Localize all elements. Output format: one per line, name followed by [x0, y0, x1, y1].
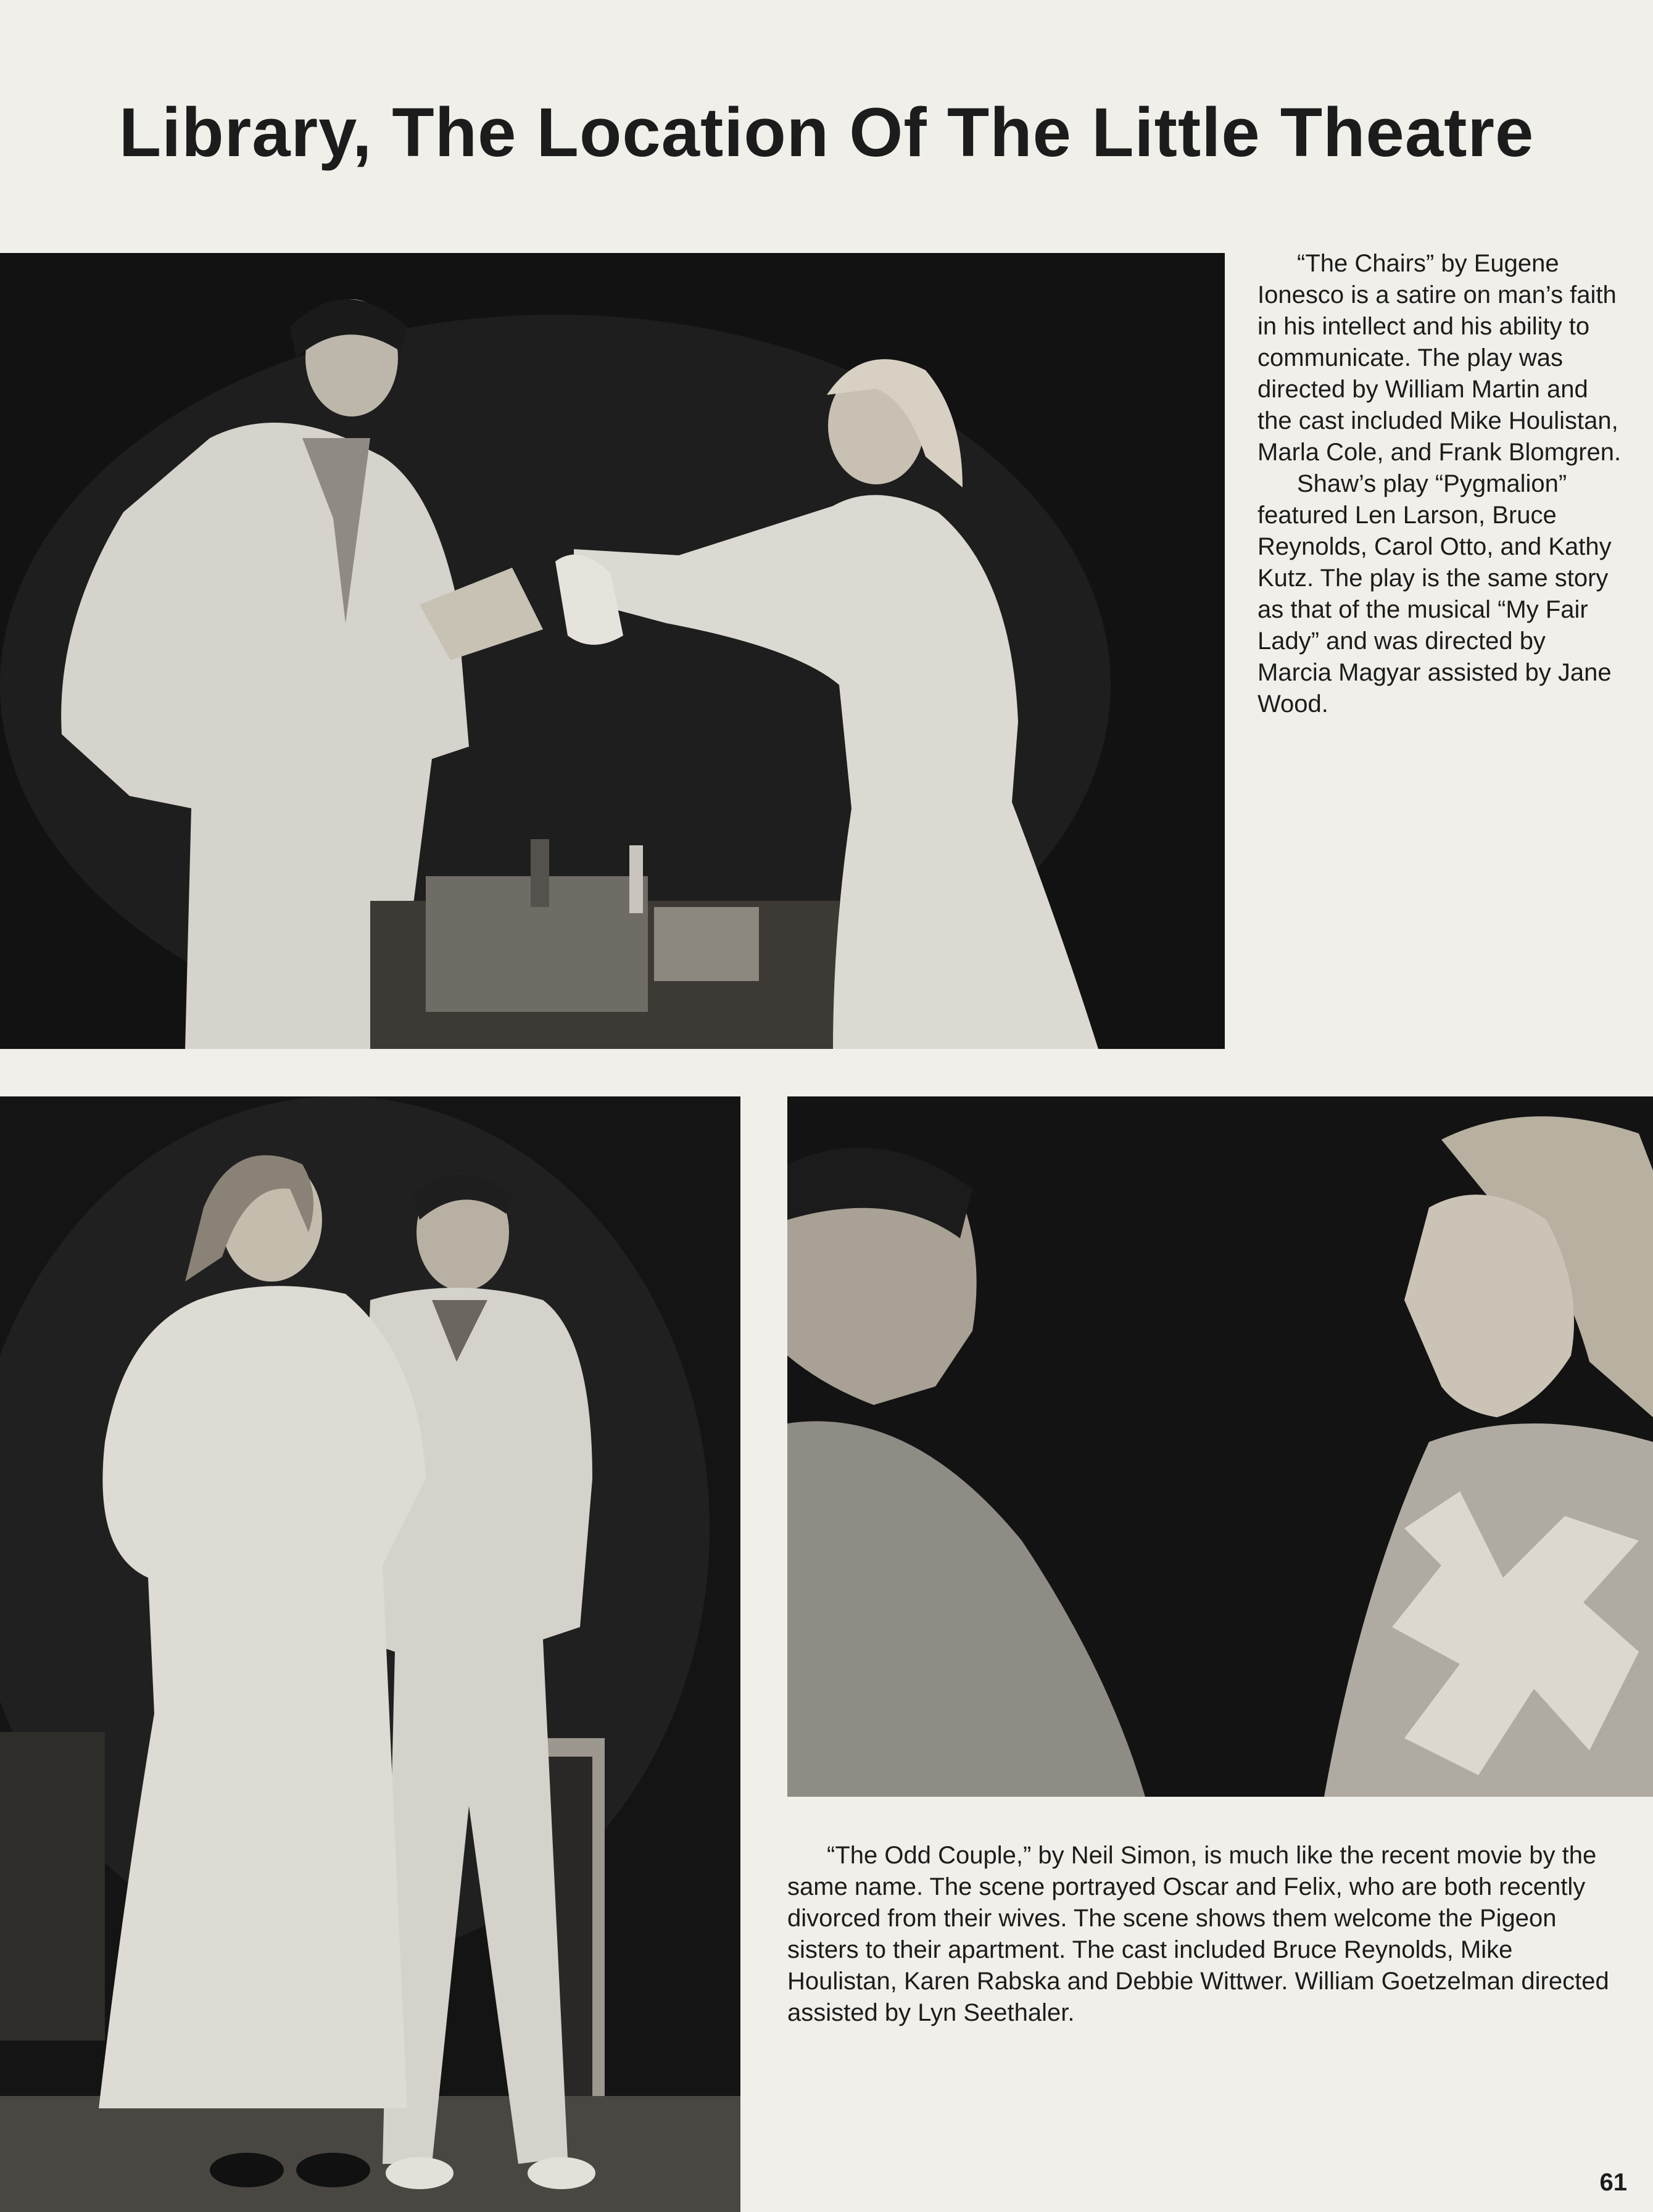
caption-odd-couple-text: “The Odd Couple,” by Neil Simon, is much like the recent movie by the same name. The scene portrayed Oscar and Felix, who are both recently divorced from their wives. The scene shows them welcome the Pigeon sisters to their apartment. The cast included Bruce Reynolds, Mike Houlistan, Karen Rabska and Debbie Wittwer. William Goetzelman directed assisted by Lyn Seethaler.	[787, 1842, 1609, 2026]
photo-stage-scene-top	[0, 253, 1225, 1049]
caption-pygmalion: Shaw’s play “Pygmalion” featured Len Larson, Bruce Reynolds, Carol Otto, and Kathy Kutz. The play is the same story as that of the musical “My Fair Lady” and was directed by Marcia Magyar assisted by Jane Wood.	[1257, 470, 1612, 718]
caption-chairs-pygmalion	[1257, 248, 1622, 720]
photo-stage-scene-bottom-right	[787, 1096, 1653, 1797]
caption-chairs: “The Chairs” by Eugene Ionesco is a satire on man’s faith in his intellect and his ability to communicate. The play was directed by William Martin and the cast included Mike Houlistan, Marla Cole, and Frank Blomgren.	[1257, 250, 1622, 466]
photo-stage-scene-bottom-left	[0, 1096, 740, 2212]
page-title: Library, The Location Of The Little Theatre	[118, 94, 1535, 171]
page-number: 61	[1599, 2169, 1627, 2196]
caption-odd-couple	[787, 1840, 1614, 2029]
